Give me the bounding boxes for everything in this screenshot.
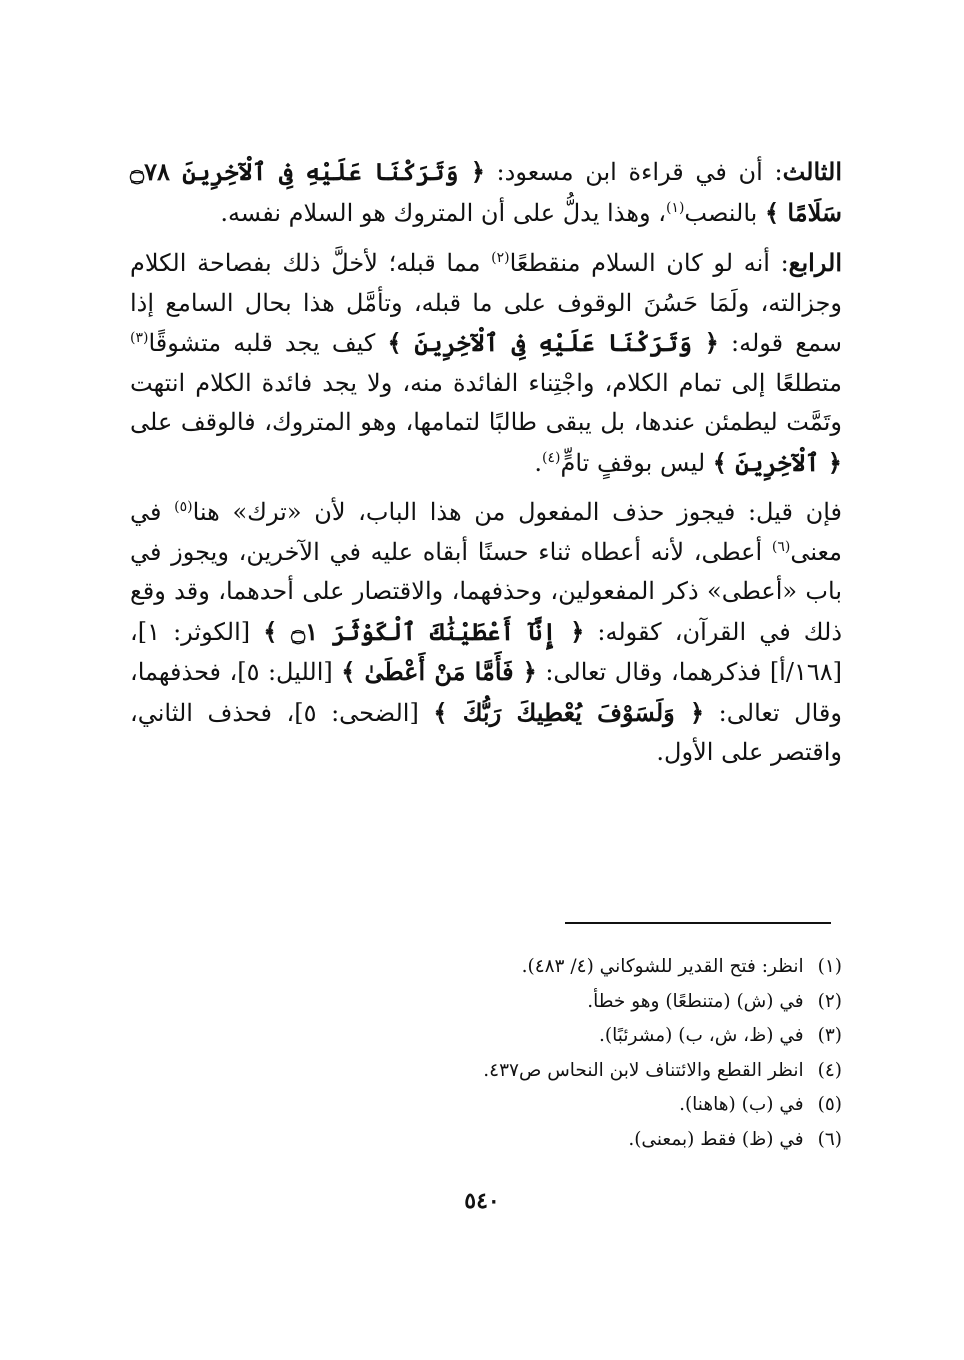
text-run: أعطى، لأنه أعطاه ثناء حسنًا أبقاه عليه في الآخرين، ويجوز في باب «أعطى» ذكر المفعولين، وحذفهما، والاقتصار على أحدهما، وقد وقع ذلك في القرآن، كقوله: <box>130 537 843 646</box>
footnotes <box>300 950 842 1157</box>
text-run: [الضحى: ٥]، فحذف الثاني، واقتصر على الأول. <box>130 698 842 766</box>
text-run: . <box>534 448 543 477</box>
footnote <box>300 950 842 985</box>
footnote-number: (٦) <box>817 1128 842 1150</box>
text-run: بالنصب <box>684 198 765 227</box>
footnote-ref[interactable]: (٢) <box>491 250 510 266</box>
text-run: : أنه لو كان السلام منقطعًا <box>509 249 789 277</box>
paragraph-label: الثالث <box>782 157 842 186</box>
footnote <box>300 1019 842 1054</box>
text-run: كيف يجد قلبه متشوقًا <box>148 329 388 357</box>
text-run: ، وهذا يدلُّ على أن المتروك هو السلام نفسه. <box>220 198 666 227</box>
paragraph-objection <box>130 493 842 773</box>
footnote <box>300 1054 842 1089</box>
footnote-text: في (ب) (هاهنا). <box>679 1094 804 1115</box>
footnote-text: في (ظ) فقط (بمعنى). <box>628 1128 804 1150</box>
footnote-number: (٥) <box>817 1094 842 1115</box>
footnote-number: (٣) <box>817 1025 842 1046</box>
footnote-number: (٤) <box>817 1059 842 1081</box>
footnote-ref[interactable]: (٣) <box>130 330 149 346</box>
footnote-number: (١) <box>817 956 842 977</box>
quran-quote: ﴿ وَتَرَكْنَا عَلَيْهِ فِى ٱلْآخِرِينَ ﴾ <box>387 328 719 357</box>
footnote <box>300 1088 842 1123</box>
text-run: : أن في قراءة ابن مسعود: <box>484 158 783 186</box>
footnote-text: انظر القطع والائتناف لابن النحاس ص٤٣٧. <box>483 1059 804 1081</box>
footnote-ref[interactable]: (٤) <box>542 449 561 466</box>
footnote <box>300 1123 842 1158</box>
footnote-ref[interactable]: (٦) <box>771 538 791 555</box>
text-run: ليس بوقفٍ تامٍّ <box>560 448 713 477</box>
footnote-text: في (ظ، ش، ب) (مشرئبًا). <box>599 1025 804 1046</box>
quran-quote: ﴿ فَأَمَّا مَنْ أَعْطَىٰ ﴾ <box>341 657 537 686</box>
quran-quote: ﴿ ٱلْآخِرِينَ ﴾ <box>712 447 842 477</box>
footnote <box>300 985 842 1020</box>
footnote-text: في (ش) (متنطعًا) وهو خطأ. <box>587 990 804 1012</box>
footnote-ref[interactable]: (١) <box>665 199 685 216</box>
footnote-ref[interactable]: (٥) <box>174 499 193 515</box>
quran-quote: ﴿ إِنَّآ أَعْطَيْنَٰكَ ٱلْكَوْثَرَ ۝١ ﴾ <box>263 616 585 646</box>
paragraph-label: الرابع <box>788 248 843 277</box>
footnote-text: انظر: فتح القدير للشوكاني (٤/ ٤٨٣). <box>521 956 804 977</box>
page-number: ٥٤٠ <box>464 1188 500 1214</box>
footnote-number: (٢) <box>817 990 842 1012</box>
footnote-separator <box>565 922 831 924</box>
text-run: مما قبله؛ لأخلَّ ذلك بفصاحة الكلام وجزالته، ولَمَا حَسُنَ الوقوف على ما قبله، وتأمَّل هذا بحال السامع إذا سمع قوله: <box>130 249 843 357</box>
main-text <box>130 152 842 773</box>
text-run: [الكوثر: ١]، [١٦٨/أ] فذكرهما، وقال تعالى: <box>130 617 842 686</box>
text-run: متطلعًا إلى تمام الكلام، واجْتِناء الفائدة منه، ولا يجد فائدة الكلام انتهت وتَمَّت ليطمئن عندها، بل يبقى طالبًا لتمامها، وهو المتروك، فالوقف على <box>130 368 842 436</box>
text-run: في معنى <box>130 498 842 566</box>
paragraph-fourth <box>130 243 842 483</box>
text-run: فإن قيل: فيجوز حذف المفعول من هذا الباب، لأن «ترك» هنا <box>192 498 843 526</box>
quran-quote: ﴿ وَلَسَوْفَ يُعْطِيكَ رَبُّكَ ﴾ <box>433 697 705 727</box>
paragraph-third <box>130 152 842 233</box>
quran-quote: ﴿ وَتَرَكْنَا عَلَيْهِ فِى ٱلْآخِرِينَ ۝٧٨ سَلَامًا ﴾ <box>130 157 842 227</box>
text-run: [الليل: ٥]، فحذفهما، وقال تعالى: <box>130 658 842 727</box>
